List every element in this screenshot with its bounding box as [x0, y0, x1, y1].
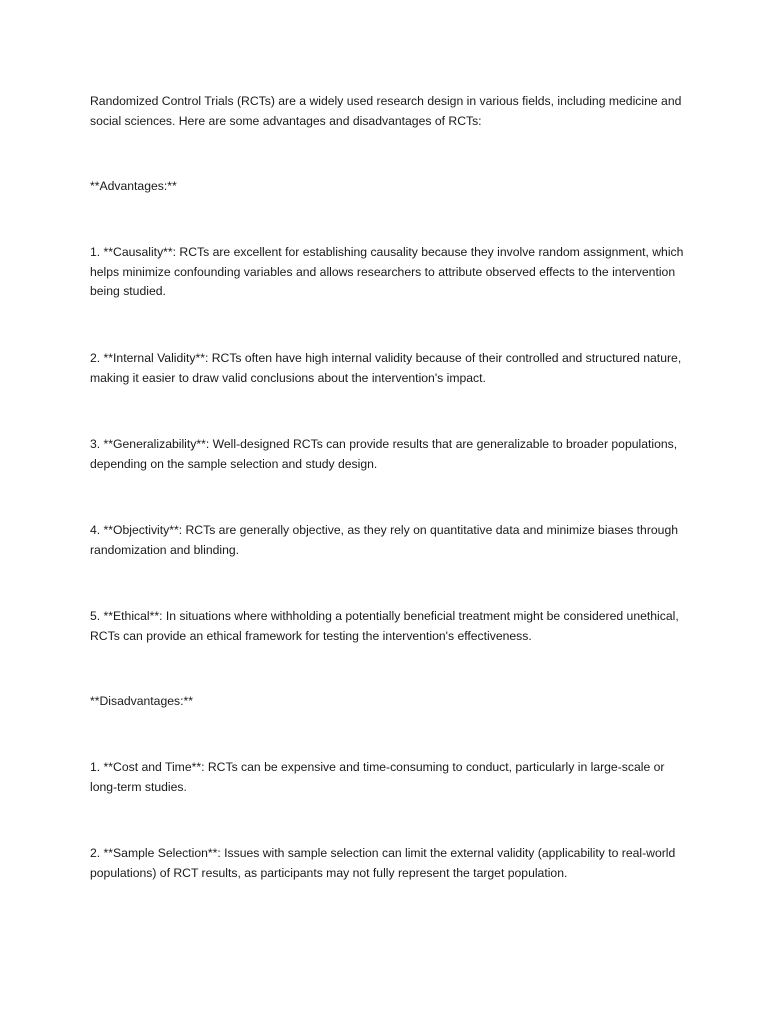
disadvantages-heading: **Disadvantages:** [90, 694, 193, 708]
advantage-item-objectivity: 4. **Objectivity**: RCTs are generally objective, as they rely on quantitative data and minimize biases through randomization and blinding. [90, 523, 679, 557]
intro-paragraph: Randomized Control Trials (RCTs) are a widely used research design in various fields, including medicine and social sciences. Here are some advantages and disadvantages of RCTs: [90, 94, 682, 128]
advantages-heading: **Advantages:** [90, 179, 177, 193]
advantage-item-generalizability: 3. **Generalizability**: Well-designed RCTs can provide results that are generalizable to broader populations, depending on the sample selection and study design. [90, 437, 678, 471]
disadvantage-item-sample-selection: 2. **Sample Selection**: Issues with sample selection can limit the external validity (applicability to real-world populations) of RCT results, as participants may not fully represent the target population. [90, 846, 676, 880]
advantage-item-internal-validity: 2. **Internal Validity**: RCTs often have high internal validity because of their controlled and structured nature, making it easier to draw valid conclusions about the intervention's impact. [90, 351, 682, 385]
disadvantage-item-cost-and-time: 1. **Cost and Time**: RCTs can be expensive and time-consuming to conduct, particularly in large-scale or long-term studies. [90, 760, 665, 794]
advantage-item-ethical: 5. **Ethical**: In situations where withholding a potentially beneficial treatment might be considered unethical, RCTs can provide an ethical framework for testing the intervention's effectiveness. [90, 609, 679, 643]
advantage-item-causality: 1. **Causality**: RCTs are excellent for establishing causality because they involve random assignment, which helps minimize confounding variables and allows researchers to attribute observed effects to the intervention being studied. [90, 245, 684, 298]
